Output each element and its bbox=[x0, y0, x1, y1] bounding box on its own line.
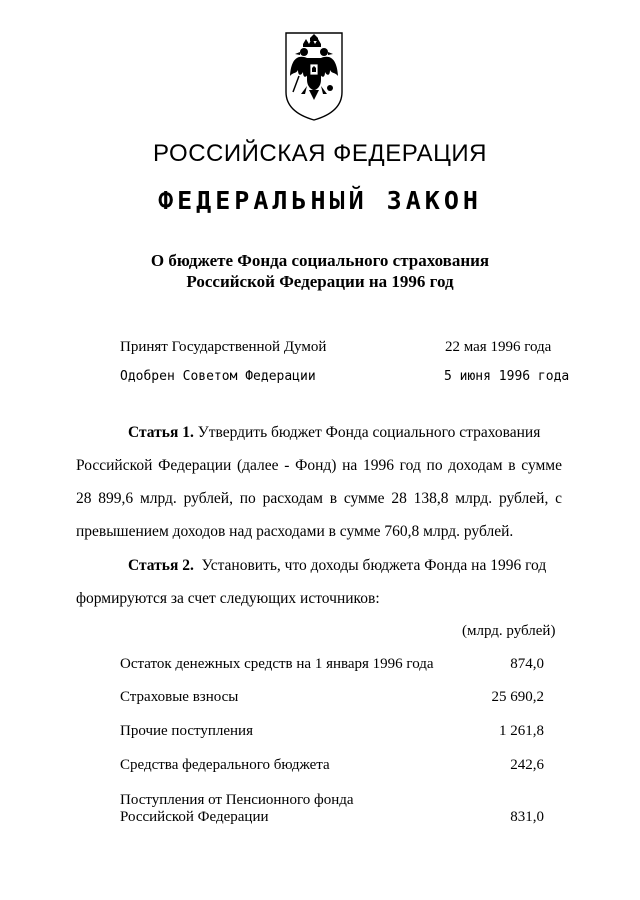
adoption-council-label: Одобрен Советом Федерации bbox=[120, 369, 316, 384]
income-row-value: 874,0 bbox=[510, 656, 544, 672]
law-title-line: Российской Федерации на 1996 год bbox=[186, 272, 454, 291]
income-row-value: 1 261,8 bbox=[499, 723, 544, 739]
unit-label: (млрд. рублей) bbox=[462, 623, 556, 639]
adoption-duma-label: Принят Государственной Думой bbox=[120, 339, 327, 355]
income-row-label: Остаток денежных средств на 1 января 1996 года bbox=[120, 656, 434, 672]
article-2-line: формируются за счет следующих источников: bbox=[76, 590, 380, 607]
income-row-label: Страховые взносы bbox=[120, 689, 239, 705]
article-1 bbox=[76, 416, 562, 548]
income-row-label: Прочие поступления bbox=[120, 723, 253, 739]
article-1-line: 28 899,6 млрд. рублей, по расходам в сумме 28 138,8 млрд. рублей, с bbox=[76, 490, 562, 507]
income-row-label: Поступления от Пенсионного фонда Российской Федерации bbox=[120, 792, 354, 825]
law-title bbox=[0, 250, 640, 292]
article-1-label: Статья 1. bbox=[128, 424, 194, 441]
country-heading: РОССИЙСКАЯ ФЕДЕРАЦИЯ bbox=[153, 140, 487, 167]
article-2 bbox=[76, 549, 562, 615]
adoption-council-date: 5 июня 1996 года bbox=[444, 369, 570, 384]
document-type-heading: ФЕДЕРАЛЬНЫЙ ЗАКОН bbox=[158, 186, 482, 215]
article-2-line: Статья 2. Установить, что доходы бюджета Фонда на 1996 год bbox=[128, 557, 547, 574]
article-2-label: Статья 2. bbox=[128, 557, 194, 574]
income-row-value: 831,0 bbox=[510, 809, 544, 825]
income-row-value: 242,6 bbox=[510, 757, 544, 773]
law-title-line: О бюджете Фонда социального страхования bbox=[150, 251, 490, 270]
income-row-value: 25 690,2 bbox=[491, 689, 544, 705]
income-row-label: Средства федерального бюджета bbox=[120, 757, 330, 773]
russian-coat-of-arms-icon bbox=[283, 30, 345, 122]
article-1-line: Статья 1. Утвердить бюджет Фонда социального страхования bbox=[128, 424, 541, 441]
article-1-line: Российской Федерации (далее - Фонд) на 1996 год по доходам в сумме bbox=[76, 457, 562, 474]
article-1-line: превышением доходов над расходами в сумме 760,8 млрд. рублей. bbox=[76, 523, 514, 540]
adoption-duma-date: 22 мая 1996 года bbox=[445, 339, 552, 355]
